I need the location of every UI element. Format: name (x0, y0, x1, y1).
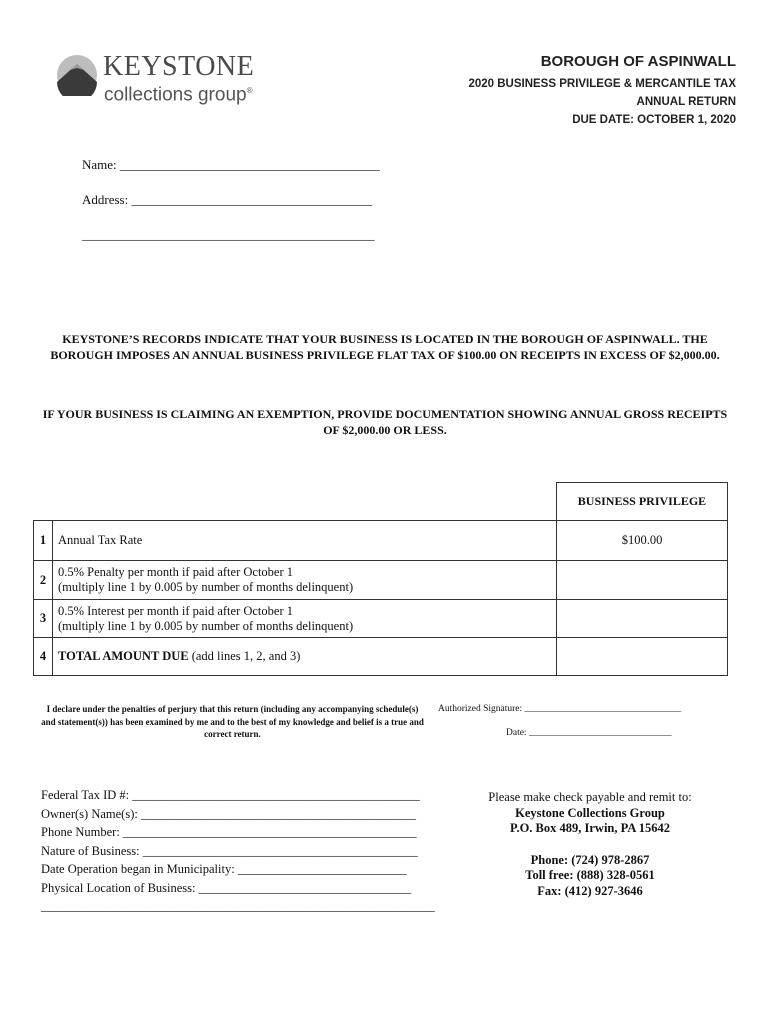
authorized-signature-field[interactable]: Authorized Signature: _________________________________ (438, 704, 682, 714)
table-row (34, 638, 728, 676)
exemption-notice: IF YOUR BUSINESS IS CLAIMING AN EXEMPTION, PROVIDE DOCUMENTATION SHOWING ANNUAL GROSS RECEIPTS OF $2,000.00 OR LESS. (42, 407, 728, 437)
name-field[interactable]: Name: ________________________________________ (82, 157, 380, 172)
remit-phone: Phone: (724) 978-2867 (530, 852, 650, 867)
physical-location-field[interactable]: Physical Location of Business: __________________________________ (41, 880, 412, 895)
tax-table (33, 482, 728, 676)
nature-of-business-field[interactable]: Nature of Business: ____________________________________________ (41, 843, 418, 858)
logo-subtitle: collections group® (104, 84, 253, 106)
remit-company: Keystone Collections Group (515, 805, 665, 820)
remit-tollfree: Toll free: (888) 328-0561 (525, 868, 655, 882)
records-notice: KEYSTONE’S RECORDS INDICATE THAT YOUR BUSINESS IS LOCATED IN THE BOROUGH OF ASPINWALL. THE BOROUGH IMPOSES AN ANNUAL BUSINESS PRIVILEGE FLAT TAX OF $100.00 ON RECEIPTS IN EXCESS OF $2,000.00. (50, 332, 720, 362)
line-number: 2 (34, 561, 53, 600)
address-field[interactable]: Address: _____________________________________ (82, 192, 372, 207)
due-date: DUE DATE: OCTOBER 1, 2020 (572, 114, 736, 126)
annual-tax-amount: $100.00 (557, 521, 728, 561)
remit-intro: Please make check payable and remit to: (488, 790, 692, 804)
line-description: 0.5% Interest per month if paid after October 1 (multiply line 1 by 0.005 by number of months delinquent) (53, 600, 557, 638)
address-line2-field[interactable]: _____________________________________________ (82, 227, 375, 242)
physical-location-line2-field[interactable]: _______________________________________________________________ (41, 899, 435, 913)
line-number: 3 (34, 600, 53, 638)
borough-title: BOROUGH OF ASPINWALL (540, 53, 736, 70)
remit-fax: Fax: (412) 927-3646 (537, 883, 643, 898)
table-row (34, 521, 728, 561)
total-description: TOTAL AMOUNT DUE (add lines 1, 2, and 3) (53, 638, 557, 676)
line-number: 4 (34, 638, 53, 676)
tax-title: 2020 BUSINESS PRIVILEGE & MERCANTILE TAX (468, 78, 736, 90)
owner-names-field[interactable]: Owner(s) Name(s): ____________________________________________ (41, 806, 416, 821)
column-header-business-privilege: BUSINESS PRIVILEGE (557, 483, 728, 521)
return-title: ANNUAL RETURN (636, 96, 736, 108)
total-amount-field[interactable] (557, 638, 728, 676)
table-row (34, 600, 728, 638)
penalty-amount-field[interactable] (557, 561, 728, 600)
form-header (468, 52, 736, 129)
interest-amount-field[interactable] (557, 600, 728, 638)
federal-tax-id-field[interactable]: Federal Tax ID #: ______________________________________________ (41, 788, 420, 802)
business-info-fields (41, 786, 435, 916)
mountain-logo-icon (56, 54, 98, 96)
table-row (34, 561, 728, 600)
remit-to-block (440, 790, 740, 899)
logo-name: KEYSTONE (103, 51, 255, 82)
line-description: 0.5% Penalty per month if paid after October 1 (multiply line 1 by 0.005 by number of months delinquent) (53, 561, 557, 600)
signature-date-field[interactable]: Date: ______________________________ (506, 728, 672, 738)
phone-number-field[interactable]: Phone Number: _______________________________________________ (41, 825, 417, 839)
date-operation-began-field[interactable]: Date Operation began in Municipality: ___________________________ (41, 862, 407, 876)
remit-address: P.O. Box 489, Irwin, PA 15642 (509, 821, 671, 835)
line-description: Annual Tax Rate (53, 521, 557, 561)
perjury-declaration: I declare under the penalties of perjury that this return (including any accompanying schedule(s) and statement(s)) has been examined by me and to the best of my knowledge and belief is a true and correct return. (41, 704, 424, 739)
line-number: 1 (34, 521, 53, 561)
company-logo (56, 51, 276, 106)
